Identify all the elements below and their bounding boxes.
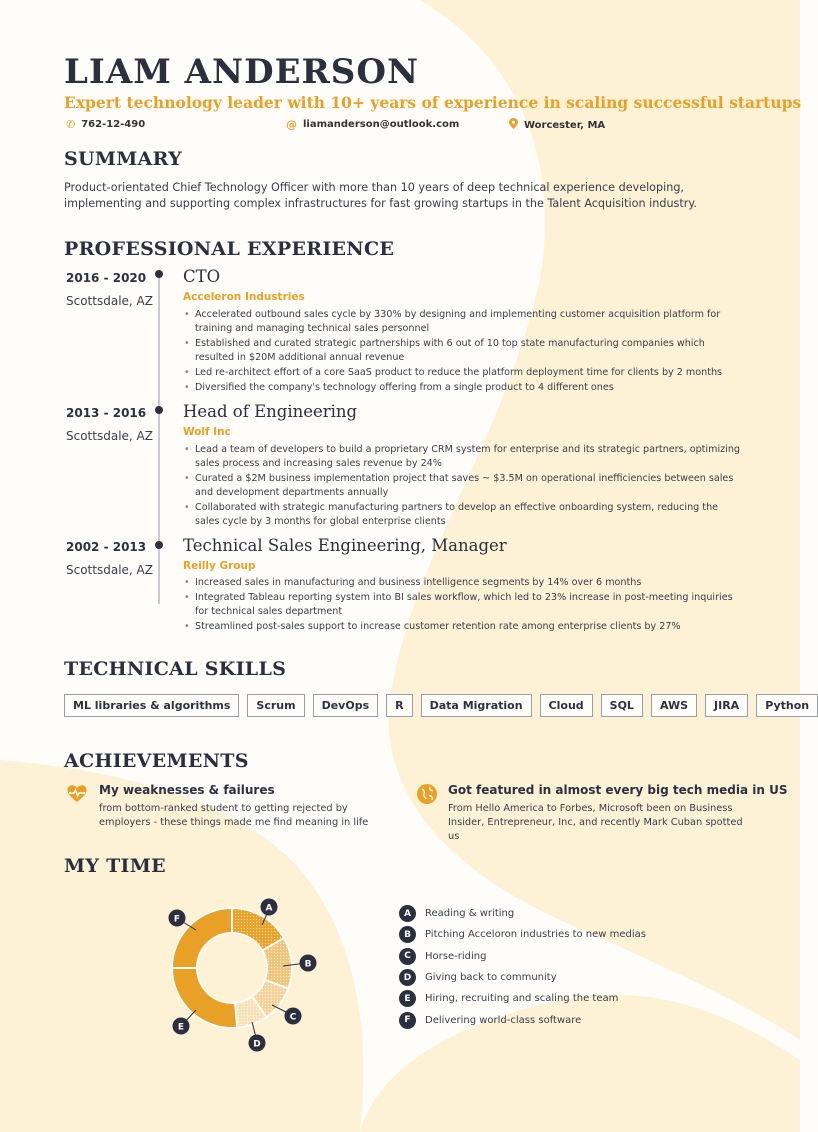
job-bullet: • Diversified the company's technology offering from a single product to 4 different ones xyxy=(183,381,743,395)
timeline-dot xyxy=(155,270,163,278)
legend-item xyxy=(399,946,646,967)
skill-tag: SQL xyxy=(601,694,643,717)
job-location: Scottsdale, AZ xyxy=(66,429,153,443)
legend-label: Delivering world-class software xyxy=(425,1014,582,1026)
time-donut-chart xyxy=(150,890,330,1060)
legend-label: Hiring, recruiting and scaling the team xyxy=(425,993,619,1005)
legend-label: Reading & writing xyxy=(425,908,515,920)
legend-badge: E xyxy=(399,990,416,1007)
job-location: Scottsdale, AZ xyxy=(66,563,153,577)
job-bullet: • Led re-architect effort of a core SaaS product to reduce the platform deployment time for clients by 2 months xyxy=(183,366,743,380)
skill-tag: R xyxy=(386,694,412,717)
legend-label: Giving back to community xyxy=(425,972,557,984)
job-location: Scottsdale, AZ xyxy=(66,294,153,308)
job-bullet: • Increased sales in manufacturing and business intelligence segments by 14% over 6 months xyxy=(183,576,743,590)
skill-tag: Python xyxy=(756,694,818,717)
job-title: CTO xyxy=(183,267,221,286)
legend-label: Pitching Acceloron industries to new medias xyxy=(425,929,647,941)
globe-icon xyxy=(416,783,438,805)
legend-badge: D xyxy=(399,969,416,986)
job-dates: 2002 - 2013 xyxy=(66,540,147,554)
candidate-name: LIAM ANDERSON xyxy=(64,52,420,92)
contact-email[interactable] xyxy=(286,118,459,131)
skill-tag: Data Migration xyxy=(421,694,532,717)
skill-tag: Cloud xyxy=(540,694,593,717)
legend-label: Horse-riding xyxy=(425,950,487,962)
job-bullet: • Accelerated outbound sales cycle by 330% by designing and implementing customer acquisition platform for training and managing technical sales personnel xyxy=(183,308,743,336)
legend-item xyxy=(399,1009,646,1030)
skills-list xyxy=(64,694,818,717)
phone-icon: ✆ xyxy=(66,118,76,131)
legend-badge: B xyxy=(399,926,416,943)
experience-heading: PROFESSIONAL EXPERIENCE xyxy=(64,238,395,260)
skill-tag: JIRA xyxy=(705,694,748,717)
callout-c: C xyxy=(289,1012,297,1023)
heartbeat-icon xyxy=(66,783,88,805)
legend-item xyxy=(399,967,646,988)
job-bullet: • Lead a team of developers to build a proprietary CRM system for enterprise and its strategic partners, optimizing sales process and increasing sales revenue by 24% xyxy=(183,443,743,471)
job-bullet: • Collaborated with strategic manufacturing partners to develop an effective onboarding system, reducing the sales cycle by 3 months for global enterprise clients xyxy=(183,501,743,529)
job-company: Reilly Group xyxy=(183,560,256,572)
timeline-line xyxy=(158,272,160,604)
callout-b: B xyxy=(304,959,312,970)
timeline-dot xyxy=(155,541,163,549)
my-time-heading: MY TIME xyxy=(64,855,166,877)
job-bullet: • Integrated Tableau reporting system into BI sales workflow, which led to 23% increase in post-meeting inquiries for technical sales department xyxy=(183,591,743,619)
job-bullet: • Established and curated strategic partnerships with 6 out of 10 top state manufacturing companies which resulted in $20M additional annual revenue xyxy=(183,337,743,365)
job-dates: 2013 - 2016 xyxy=(66,406,147,420)
job-bullet: • Curated a $2M business implementation project that saves ~ $3.5M on operational inefficiencies between sales and development departments annually xyxy=(183,472,743,500)
job-title: Technical Sales Engineering, Manager xyxy=(183,536,507,555)
summary-heading: SUMMARY xyxy=(64,148,182,170)
phone-text: 762-12-490 xyxy=(81,119,146,130)
legend-badge: F xyxy=(399,1012,416,1029)
legend-item xyxy=(399,988,646,1009)
achievement-description: From Hello America to Forbes, Microsoft been on Business Insider, Entrepreneur, Inc, and recently Mark Cuban spotted us xyxy=(448,803,743,842)
callout-f: F xyxy=(173,914,181,925)
achievements-heading: ACHIEVEMENTS xyxy=(64,750,249,772)
job-bullet: • Streamlined post-sales support to increase customer retention rate among enterprise clients by 27% xyxy=(183,620,743,634)
job-dates: 2016 - 2020 xyxy=(66,271,147,285)
location-pin-icon xyxy=(509,118,518,132)
callout-d: D xyxy=(253,1039,261,1050)
achievement-title: Got featured in almost every big tech media in US xyxy=(448,783,788,797)
callout-a: A xyxy=(265,903,273,914)
legend-item xyxy=(399,903,646,924)
tagline: Expert technology leader with 10+ years of experience in scaling successful startups xyxy=(64,93,802,112)
legend-badge: C xyxy=(399,948,416,965)
job-company: Acceleron Industries xyxy=(183,291,305,303)
skill-tag: DevOps xyxy=(313,694,379,717)
skill-tag: ML libraries & algorithms xyxy=(64,694,239,717)
contact-phone xyxy=(66,118,145,131)
job-bullets xyxy=(183,576,743,635)
legend-item xyxy=(399,924,646,945)
skill-tag: AWS xyxy=(651,694,697,717)
job-company: Wolf Inc xyxy=(183,426,231,438)
timeline-dot xyxy=(155,406,163,414)
job-bullets xyxy=(183,443,743,530)
summary-text: Product-orientated Chief Technology Officer with more than 10 years of deep technical experience developing, implementing and supporting complex infrastructures for fast growing startups in the Talent Acquisition industry. xyxy=(64,181,697,210)
at-icon: @ xyxy=(286,118,297,131)
job-title: Head of Engineering xyxy=(183,402,358,421)
job-bullets xyxy=(183,308,743,396)
email-text[interactable]: liamanderson@outlook.com xyxy=(303,119,460,130)
contact-location xyxy=(509,118,605,132)
skill-tag: Scrum xyxy=(247,694,304,717)
legend-badge: A xyxy=(399,905,416,922)
callout-e: E xyxy=(177,1022,185,1033)
skills-heading: TECHNICAL SKILLS xyxy=(64,658,287,680)
achievement-description: from bottom-ranked student to getting rejected by employers - these things made me find meaning in life xyxy=(99,803,369,828)
location-text: Worcester, MA xyxy=(524,119,606,131)
achievement-title: My weaknesses & failures xyxy=(99,783,275,797)
time-legend xyxy=(399,903,646,1031)
